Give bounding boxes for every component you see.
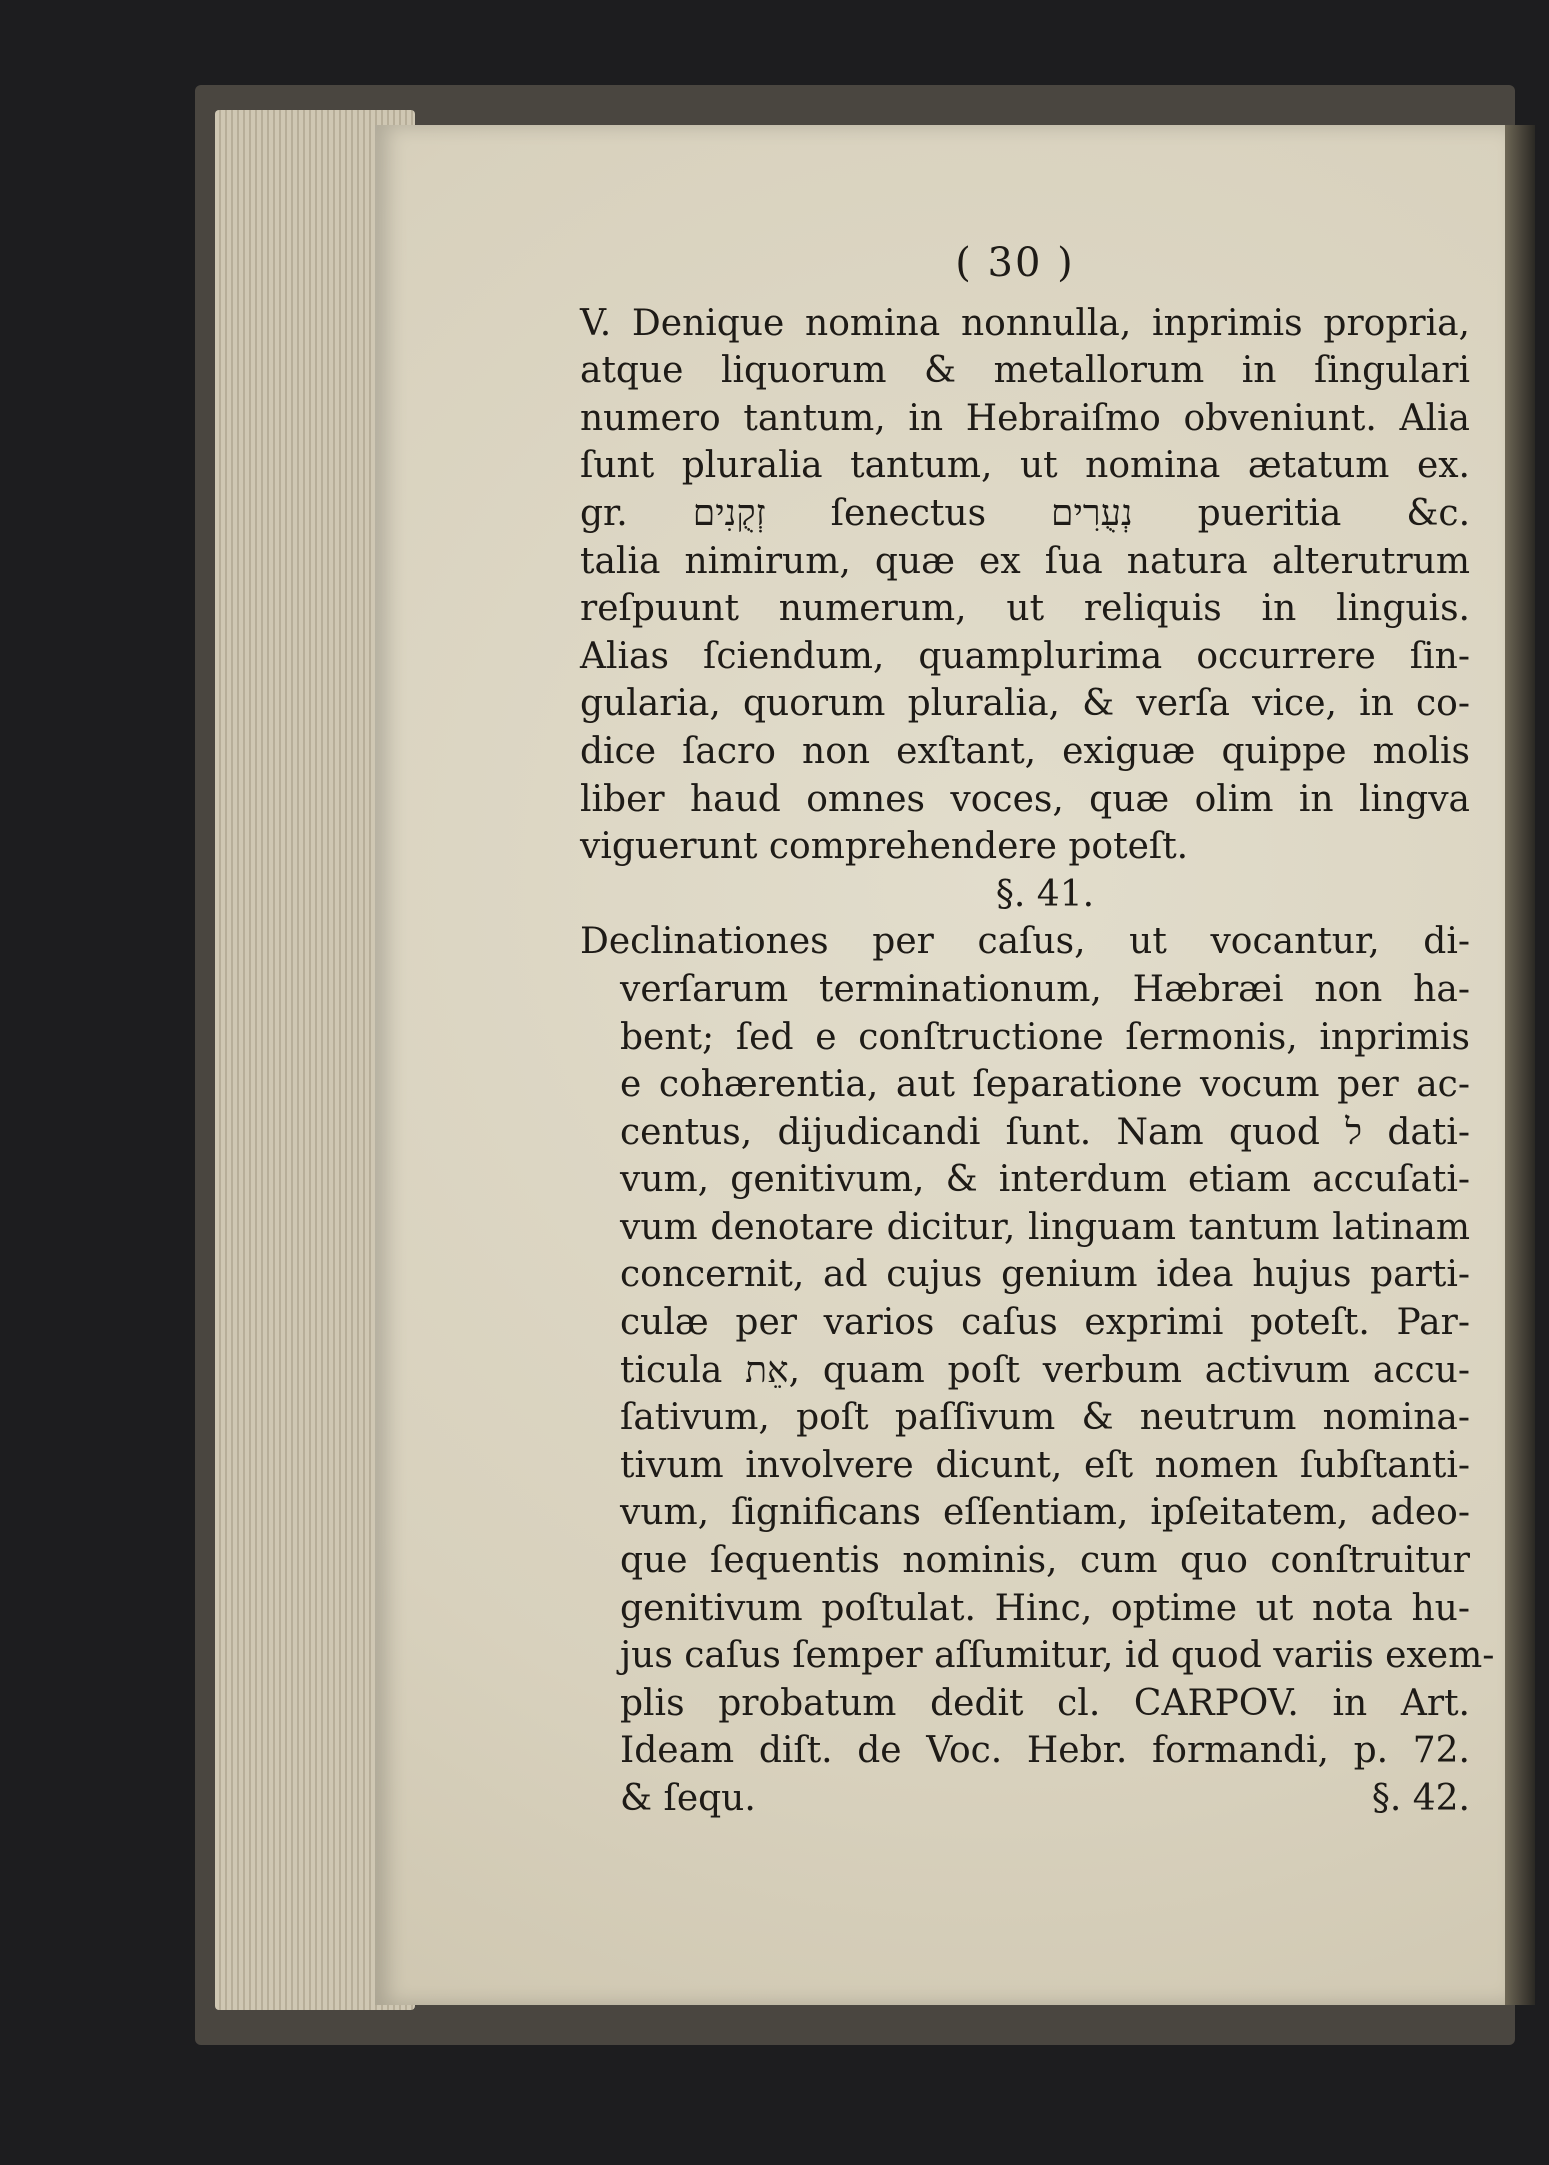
page-text <box>580 240 1495 1823</box>
text-line: jus caſus ſemper aſſumitur, id quod variis exem- <box>620 1635 1495 1677</box>
text-line: vum, genitivum, & interdum etiam accuſati- <box>620 1159 1470 1201</box>
page-number: ( 30 ) <box>955 240 1075 286</box>
catchword-next-section: §. 42. <box>1371 1778 1470 1819</box>
text-line: genitivum poſtulat. Hinc, optime ut nota hu- <box>620 1587 1470 1629</box>
text-line: vum denotare dicitur, linguam tantum latinam <box>620 1206 1470 1248</box>
text-line: liber haud omnes voces, quæ olim in lingva <box>580 778 1470 820</box>
text-line: centus, dijudicandi ſunt. Nam quod ל dati- <box>620 1111 1470 1153</box>
text-line: atque liquorum & metallorum in ſingulari <box>580 350 1470 392</box>
paragraph-v <box>580 300 1471 871</box>
text-line: gularia, quorum pluralia, & verſa vice, in co- <box>580 683 1470 725</box>
text-line: reſpuunt numerum, ut reliquis in linguis. <box>580 588 1470 630</box>
text-line: gr. זְקֻנִים ſenectus נְעֻרִים pueritia &c. <box>580 492 1471 534</box>
text-line: verſarum terminationum, Hæbræi non ha- <box>620 968 1470 1010</box>
text-line: bent; ſed e conſtructione ſermonis, inprimis <box>620 1016 1470 1058</box>
text-line: plis probatum dedit cl. CARPOV. in Art. <box>620 1682 1470 1724</box>
text-line: vum, ſignificans eſſentiam, ipſeitatem, adeo- <box>620 1492 1470 1534</box>
section-heading-41: §. 41. <box>995 873 1095 915</box>
text-line: culæ per varios caſus exprimi poteſt. Par- <box>620 1302 1470 1344</box>
text-line: que ſequentis nominis, cum quo conſtruitur <box>620 1540 1470 1582</box>
text-line: tivum involvere dicunt, eſt nomen ſubſtanti- <box>620 1444 1470 1486</box>
text-line: viguerunt comprehendere poteſt. <box>580 826 1189 868</box>
text-line: dice ſacro non exſtant, exiguæ quippe molis <box>580 730 1470 772</box>
text-line: ſunt pluralia tantum, ut nomina ætatum ex. <box>580 445 1470 487</box>
text-line: V. Denique nomina nonnulla, inprimis propria, <box>580 302 1470 344</box>
footer-continuation: & ſequ. <box>620 1778 756 1819</box>
text-line: Alias ſciendum, quamplurima occurrere ſin- <box>580 635 1470 677</box>
text-line: ſativum, poſt paſſivum & neutrum nomina- <box>620 1397 1470 1439</box>
page-footer <box>620 1775 1470 1823</box>
text-line: e cohærentia, aut ſeparatione vocum per ac- <box>620 1064 1470 1106</box>
text-line: Declinationes per caſus, ut vocantur, di- <box>580 921 1470 963</box>
text-line: talia nimirum, quæ ex ſua natura alterutrum <box>580 540 1470 582</box>
text-line: ticula אֵת, quam poſt verbum activum accu- <box>620 1349 1470 1391</box>
text-line: Ideam diſt. de Voc. Hebr. formandi, p. 72. <box>620 1730 1470 1772</box>
right-page-edge <box>1505 125 1535 2005</box>
paragraph-41 <box>580 918 1495 1775</box>
text-line: concernit, ad cujus genium idea hujus parti- <box>620 1254 1470 1296</box>
text-line: numero tantum, in Hebraiſmo obveniunt. Alia <box>580 397 1470 439</box>
